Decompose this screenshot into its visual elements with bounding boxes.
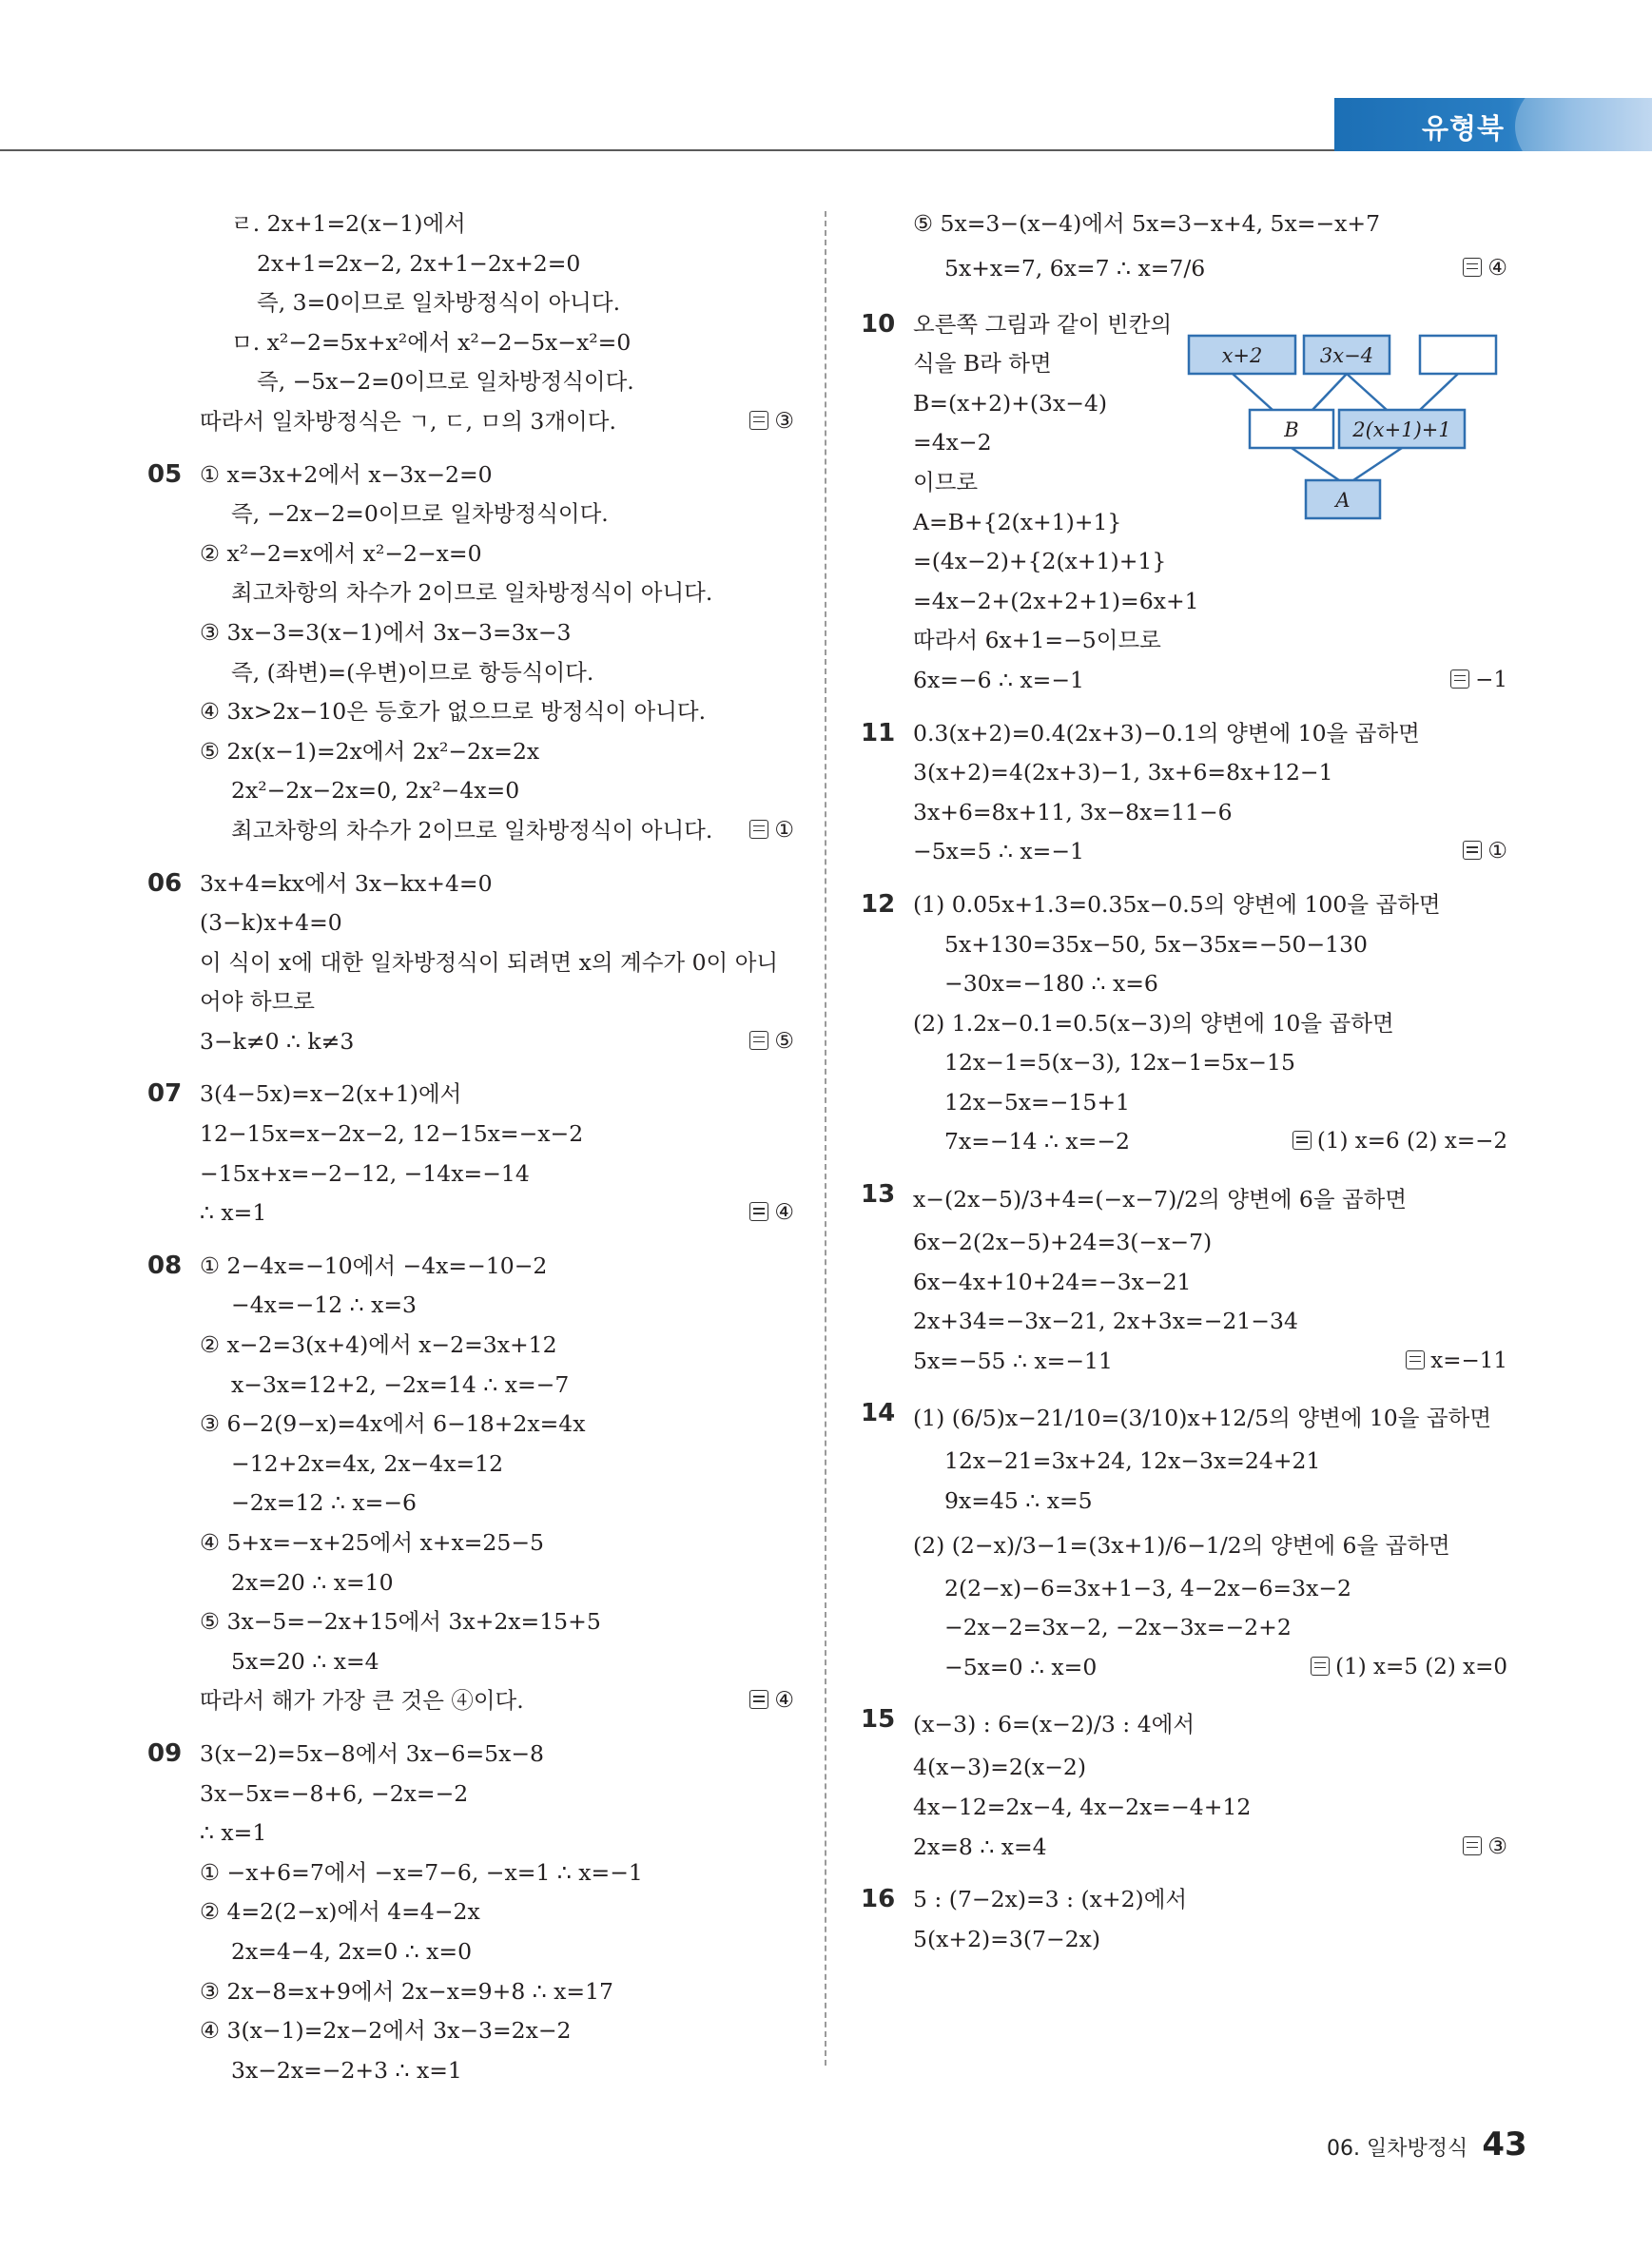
solution-line: [147, 573, 794, 613]
answer-icon: [1311, 1657, 1330, 1676]
solution-text: 따라서 일차방정식은 ㄱ, ㄷ, ㅁ의 3개이다.: [200, 407, 616, 435]
solution-text: −5x=0 ∴ x=0: [944, 1653, 1098, 1680]
solution-line: [861, 1788, 1507, 1828]
solution-line: [147, 1115, 794, 1155]
spacer: [147, 851, 794, 864]
solution-text: −4x=−12 ∴ x=3: [231, 1291, 417, 1319]
solution-text: ② x−2=3(x+4)에서 x−2=3x+12: [200, 1331, 557, 1359]
solution-text: ② x²−2=x에서 x²−2−x=0: [200, 539, 482, 567]
solution-line: [861, 1263, 1507, 1303]
solution-line: [147, 943, 794, 983]
solution-line: [861, 1394, 1507, 1442]
solution-text: 9x=45 ∴ x=5: [944, 1487, 1093, 1515]
solution-text: 2x²−2x−2x=0, 2x²−4x=0: [231, 777, 520, 805]
solution-line: [147, 1155, 794, 1194]
solution-line: [147, 811, 794, 851]
diagram-svg: [1187, 326, 1501, 521]
answer-icon: [749, 1690, 768, 1709]
solution-text: 3(x+2)=4(2x+3)−1, 3x+6=8x+12−1: [913, 759, 1333, 786]
solution-text: 이 식이 x에 대한 일차방정식이 되려면 x의 계수가 0이 아니: [200, 948, 779, 976]
solution-line: [861, 1880, 1507, 1920]
solution-text: ① x=3x+2에서 x−3x−2=0: [200, 460, 493, 488]
solution-line: [861, 1175, 1507, 1223]
solution-line: [147, 903, 794, 943]
solution-line: [861, 753, 1507, 793]
answer-value: ③: [774, 408, 794, 434]
solution-line: [861, 244, 1507, 292]
solution-line: [147, 1972, 794, 2012]
answer-icon: [1450, 669, 1469, 689]
solution-text: 2x=20 ∴ x=10: [231, 1568, 394, 1596]
diagram-link: [1292, 448, 1339, 480]
solution-text: 3(x−2)=5x−8에서 3x−6=5x−8: [200, 1739, 544, 1767]
answer-mark: [1463, 244, 1507, 292]
solution-text: A=B+{2(x+1)+1}: [913, 508, 1122, 535]
answer-value: ①: [774, 817, 794, 843]
solution-text: (1) (6/5)x−21/10=(3/10)x+12/5의 양변에 10을 곱하면: [913, 1405, 1492, 1432]
problem: [861, 1175, 1507, 1381]
solution-line: [861, 1083, 1507, 1123]
solution-text: ∴ x=1: [200, 1199, 267, 1227]
answer-icon: [749, 1031, 768, 1050]
solution-line: [861, 1043, 1507, 1083]
solution-text: ③ 3x−3=3(x−1)에서 3x−3=3x−3: [200, 618, 572, 646]
solution-line: [147, 1405, 794, 1445]
solution-line: [147, 1484, 794, 1523]
solution-line: [147, 771, 794, 811]
solution-text: ∴ x=1: [200, 1819, 267, 1847]
solution-text: 12x−5x=−15+1: [944, 1088, 1130, 1116]
problem-number: 05: [147, 459, 183, 489]
solution-text: 즉, (좌변)=(우변)이므로 항등식이다.: [231, 658, 594, 686]
spacer: [861, 1381, 1507, 1394]
spacer: [147, 1233, 794, 1247]
problem-number: 11: [861, 718, 896, 747]
diagram-link: [1347, 374, 1387, 410]
solution-line: [861, 885, 1507, 925]
solution-line: [147, 1681, 794, 1721]
solution-text: =(4x−2)+{2(x+1)+1}: [913, 548, 1167, 575]
solution-line: [861, 1569, 1507, 1609]
tab-decoration: [1515, 98, 1652, 151]
problem-number: 08: [147, 1251, 183, 1280]
solution-text: (x−3) : 6=(x−2)/3 : 4에서: [913, 1711, 1195, 1738]
problem: [861, 1394, 1507, 1687]
solution-line: [861, 204, 1507, 244]
solution-text: 2x=8 ∴ x=4: [913, 1833, 1047, 1860]
solution-text: ① −x+6=7에서 −x=7−6, −x=1 ∴ x=−1: [200, 1858, 643, 1886]
solution-line: [861, 964, 1507, 1004]
solution-line: [147, 1853, 794, 1893]
section-tab: [1334, 98, 1652, 151]
solution-text: −12+2x=4x, 2x−4x=12: [231, 1449, 504, 1477]
solution-line: [147, 1247, 794, 1287]
solution-line: [147, 283, 794, 323]
solution-line: [147, 653, 794, 693]
solution-line: [147, 732, 794, 772]
solution-line: [147, 1523, 794, 1563]
solution-text: 4(x−3)=2(x−2): [913, 1754, 1087, 1781]
solution-line: [147, 323, 794, 363]
solution-text: (2) (2−x)/3−1=(3x+1)/6−1/2의 양변에 6을 곱하면: [913, 1531, 1450, 1559]
solution-line: [147, 1366, 794, 1406]
solution-text: 2(2−x)−6=3x+1−3, 4−2x−6=3x−2: [944, 1574, 1351, 1601]
solution-line: [861, 793, 1507, 833]
solution-text: 따라서 해가 가장 큰 것은 ④이다.: [200, 1687, 524, 1715]
answer-value: ③: [1487, 1834, 1507, 1859]
solution-line: [147, 1814, 794, 1853]
solution-line: [861, 1342, 1507, 1382]
column-divider: [825, 211, 826, 2066]
header-rule: [0, 149, 1484, 151]
diagram-link: [1233, 374, 1273, 410]
solution-text: 즉, −2x−2=0이므로 일차방정식이다.: [231, 500, 609, 528]
solution-line: [147, 1022, 794, 1062]
answer-icon: [749, 1202, 768, 1221]
solution-line: [147, 534, 794, 574]
section-tab-label: 유형북: [1422, 112, 1506, 145]
solution-text: (3−k)x+4=0: [200, 909, 342, 937]
spacer: [147, 1061, 794, 1075]
problem-number: 12: [861, 889, 896, 919]
solution-line: [147, 495, 794, 534]
solution-text: =4x−2: [913, 429, 992, 456]
page-footer: [1327, 2125, 1527, 2164]
solution-text: 3x+6=8x+11, 3x−8x=11−6: [913, 798, 1233, 825]
solution-line: [861, 1748, 1507, 1788]
solution-text: −30x=−180 ∴ x=6: [944, 970, 1158, 998]
solution-line: [147, 1286, 794, 1326]
problem: [147, 456, 794, 851]
diagram-text-b: B: [1284, 418, 1299, 441]
expression-diagram: [1187, 326, 1501, 521]
diagram-link: [1353, 448, 1402, 480]
problem-number: 14: [861, 1399, 896, 1428]
solution-text: 따라서 6x+1=−5이므로: [913, 627, 1161, 654]
solution-text: −2x=12 ∴ x=−6: [231, 1489, 417, 1517]
solution-text: ③ 6−2(9−x)=4x에서 6−18+2x=4x: [200, 1410, 586, 1438]
problem-number: 09: [147, 1738, 183, 1768]
solution-line: [147, 2051, 794, 2091]
solution-line: [147, 1735, 794, 1775]
answer-value: ④: [774, 1688, 794, 1714]
solution-text: ④ 5+x=−x+25에서 x+x=25−5: [200, 1529, 544, 1556]
footer-chapter: 06. 일차방정식: [1327, 2137, 1468, 2161]
spacer: [861, 701, 1507, 714]
answer-icon: [1463, 841, 1482, 860]
solution-line: [147, 982, 794, 1022]
solution-text: 12x−21=3x+24, 12x−3x=24+21: [944, 1447, 1321, 1475]
solution-line: [147, 1775, 794, 1814]
solution-line: [861, 1700, 1507, 1748]
solution-text: −5x=5 ∴ x=−1: [913, 838, 1085, 865]
solution-text: 3x+4=kx에서 3x−kx+4=0: [200, 869, 493, 897]
problem-number: 06: [147, 868, 183, 898]
problem: [861, 714, 1507, 872]
diagram-text-top-1: x+2: [1221, 344, 1263, 367]
spacer: [861, 1687, 1507, 1700]
solution-text: 즉, −5x−2=0이므로 일차방정식이다.: [257, 368, 634, 396]
solution-text: 2x+1=2x−2, 2x+1−2x+2=0: [257, 249, 581, 277]
problem-number: 13: [861, 1180, 896, 1210]
answer-mark: [749, 1681, 794, 1721]
solution-line: [861, 582, 1507, 622]
spacer: [861, 1162, 1507, 1175]
solution-line: [147, 1563, 794, 1603]
solution-line: [147, 402, 794, 442]
answer-value: (1) x=6 (2) x=−2: [1316, 1129, 1507, 1155]
problem: [147, 1247, 794, 1721]
solution-line: [861, 1223, 1507, 1263]
diagram-link: [1420, 374, 1458, 410]
solution-line: [147, 1326, 794, 1366]
solution-line: [147, 1892, 794, 1932]
problem-number: 16: [861, 1885, 896, 1914]
left-column: [147, 204, 794, 2090]
solution-text: ③ 2x−8=x+9에서 2x−x=9+8 ∴ x=17: [200, 1977, 614, 2005]
solution-line: [861, 661, 1507, 701]
answer-value: ④: [774, 1200, 794, 1226]
answer-mark: [1292, 1122, 1507, 1162]
solution-line: [861, 1122, 1507, 1162]
solution-line: [147, 2011, 794, 2051]
solution-text: 이므로: [913, 468, 979, 495]
spacer: [147, 442, 794, 456]
solution-text: (2) 1.2x−0.1=0.5(x−3)의 양변에 10을 곱하면: [913, 1009, 1394, 1037]
solution-text: 최고차항의 차수가 2이므로 일차방정식이 아니다.: [231, 579, 713, 607]
spacer: [861, 872, 1507, 885]
answer-mark: [749, 1193, 794, 1233]
solution-text: ① 2−4x=−10에서 −4x=−10−2: [200, 1252, 548, 1279]
solution-text: 5 : (7−2x)=3 : (x+2)에서: [913, 1886, 1188, 1913]
solution-line: [861, 1608, 1507, 1648]
solution-text: (1) 0.05x+1.3=0.35x−0.5의 양변에 100을 곱하면: [913, 890, 1441, 918]
answer-mark: [1450, 661, 1507, 701]
solution-line: [147, 204, 794, 244]
solution-line: [147, 692, 794, 732]
solution-line: [147, 1602, 794, 1642]
answer-mark: [749, 1022, 794, 1062]
solution-line: [147, 244, 794, 284]
solution-text: 12−15x=x−2x−2, 12−15x=−x−2: [200, 1120, 584, 1148]
solution-line: [861, 1522, 1507, 1569]
solution-text: 3−k≠0 ∴ k≠3: [200, 1027, 355, 1055]
problem: [861, 1880, 1507, 1959]
answer-value: x=−11: [1430, 1348, 1507, 1373]
problem: [861, 1700, 1507, 1867]
solution-text: 5x+x=7, 6x=7 ∴ x=7/6: [944, 254, 1206, 281]
solution-text: x−3x=12+2, −2x=14 ∴ x=−7: [231, 1370, 570, 1398]
solution-text: 3x−5x=−8+6, −2x=−2: [200, 1779, 469, 1807]
solution-text: 5x=−55 ∴ x=−11: [913, 1347, 1113, 1374]
answer-value: −1: [1475, 667, 1507, 692]
solution-text: 최고차항의 차수가 2이므로 일차방정식이 아니다.: [231, 816, 713, 844]
solution-line: [861, 1828, 1507, 1868]
solution-text: =4x−2+(2x+2+1)=6x+1: [913, 587, 1199, 614]
answer-icon: [1463, 1836, 1482, 1855]
solution-text: ㅁ. x²−2=5x+x²에서 x²−2−5x−x²=0: [231, 328, 632, 356]
problem: [147, 1075, 794, 1232]
solution-line: [147, 1445, 794, 1484]
solution-line: [147, 613, 794, 653]
solution-line: [861, 621, 1507, 661]
solution-text: ② 4=2(2−x)에서 4=4−2x: [200, 1898, 480, 1926]
solution-line: [147, 864, 794, 904]
solution-line: [861, 832, 1507, 872]
answer-mark: [1406, 1342, 1507, 1382]
diagram-text-top-2: 3x−4: [1319, 344, 1374, 367]
solution-line: [861, 1004, 1507, 1044]
solution-text: −2x−2=3x−2, −2x−3x=−2+2: [944, 1614, 1292, 1641]
solution-line: [861, 714, 1507, 754]
page-number: 43: [1482, 2125, 1527, 2164]
answer-icon: [749, 820, 768, 839]
diagram-text-mid-2: 2(x+1)+1: [1352, 418, 1451, 441]
problem: [147, 1735, 794, 2090]
solution-text: ④ 3(x−1)=2x−2에서 3x−3=2x−2: [200, 2017, 572, 2045]
solution-text: B=(x+2)+(3x−4): [913, 389, 1108, 417]
solution-line: [147, 456, 794, 495]
solution-text: 3x−2x=−2+3 ∴ x=1: [231, 2056, 462, 2084]
spacer: [861, 1867, 1507, 1880]
solution-text: 2x=4−4, 2x=0 ∴ x=0: [231, 1937, 473, 1965]
solution-text: 4x−12=2x−4, 4x−2x=−4+12: [913, 1794, 1252, 1820]
solution-line: [861, 1442, 1507, 1482]
problem-number: 15: [861, 1705, 896, 1735]
solution-text: 12x−1=5(x−3), 12x−1=5x−15: [944, 1049, 1295, 1077]
answer-value: (1) x=5 (2) x=0: [1335, 1654, 1507, 1679]
answer-mark: [1463, 1828, 1507, 1868]
solution-text: ㄹ. 2x+1=2(x−1)에서: [231, 210, 466, 237]
problem: [861, 204, 1507, 292]
answer-icon: [1406, 1350, 1425, 1369]
solution-text: ⑤ 3x−5=−2x+15에서 3x+2x=15+5: [200, 1608, 601, 1636]
solution-text: 5x=20 ∴ x=4: [231, 1647, 379, 1675]
solution-line: [861, 925, 1507, 965]
solution-text: 6x−2(2x−5)+24=3(−x−7): [913, 1229, 1213, 1256]
answer-mark: [1311, 1648, 1507, 1688]
problem: [861, 885, 1507, 1162]
solution-text: 6x−4x+10+24=−3x−21: [913, 1268, 1192, 1295]
problem-number: 10: [861, 309, 896, 339]
solution-line: [861, 1648, 1507, 1688]
answer-mark: [749, 402, 794, 442]
answer-icon: [1292, 1131, 1312, 1150]
solution-text: 5(x+2)=3(7−2x): [913, 1925, 1101, 1952]
diagram-box-blank: [1420, 336, 1496, 374]
spacer: [861, 292, 1507, 305]
spacer: [147, 1721, 794, 1735]
solution-text: ⑤ 5x=3−(x−4)에서 5x=3−x+4, 5x=−x+7: [913, 210, 1381, 237]
solution-text: 7x=−14 ∴ x=−2: [944, 1128, 1130, 1155]
problem-number: 07: [147, 1079, 183, 1109]
solution-text: ⑤ 2x(x−1)=2x에서 2x²−2x=2x: [200, 737, 540, 765]
answer-value: ④: [1487, 255, 1507, 281]
solution-line: [147, 1075, 794, 1115]
solution-line: [147, 1193, 794, 1233]
problem: [147, 204, 794, 442]
solution-text: 0.3(x+2)=0.4(2x+3)−0.1의 양변에 10을 곱하면: [913, 719, 1420, 747]
solution-text: 즉, 3=0이므로 일차방정식이 아니다.: [257, 289, 621, 317]
solution-line: [861, 1302, 1507, 1342]
solution-text: x−(2x−5)/3+4=(−x−7)/2의 양변에 6을 곱하면: [913, 1186, 1408, 1213]
solution-text: −15x+x=−2−12, −14x=−14: [200, 1159, 530, 1187]
answer-value: ①: [1487, 839, 1507, 864]
answer-value: ⑤: [774, 1028, 794, 1054]
answer-icon: [1463, 258, 1482, 277]
solution-line: [147, 362, 794, 402]
solution-text: 3(4−5x)=x−2(x+1)에서: [200, 1080, 462, 1108]
solution-line: [861, 542, 1507, 582]
solution-line: [861, 1482, 1507, 1522]
solution-text: 2x+34=−3x−21, 2x+3x=−21−34: [913, 1308, 1298, 1335]
solution-text: 어야 하므로: [200, 988, 315, 1016]
solution-text: ④ 3x>2x−10은 등호가 없으므로 방정식이 아니다.: [200, 698, 707, 726]
answer-mark: [749, 811, 794, 851]
diagram-text-a: A: [1335, 489, 1351, 512]
solution-line: [147, 1642, 794, 1682]
diagram-link: [1312, 374, 1347, 410]
answer-icon: [749, 411, 768, 430]
answer-mark: [1463, 832, 1507, 872]
solution-line: [147, 1932, 794, 1972]
solution-text: 식을 B라 하면: [913, 350, 1052, 378]
solution-line: [861, 1920, 1507, 1960]
problem: [147, 864, 794, 1062]
solution-text: 6x=−6 ∴ x=−1: [913, 666, 1085, 693]
solution-text: 5x+130=35x−50, 5x−35x=−50−130: [944, 930, 1369, 958]
solution-text: 오른쪽 그림과 같이 빈칸의: [913, 310, 1173, 338]
